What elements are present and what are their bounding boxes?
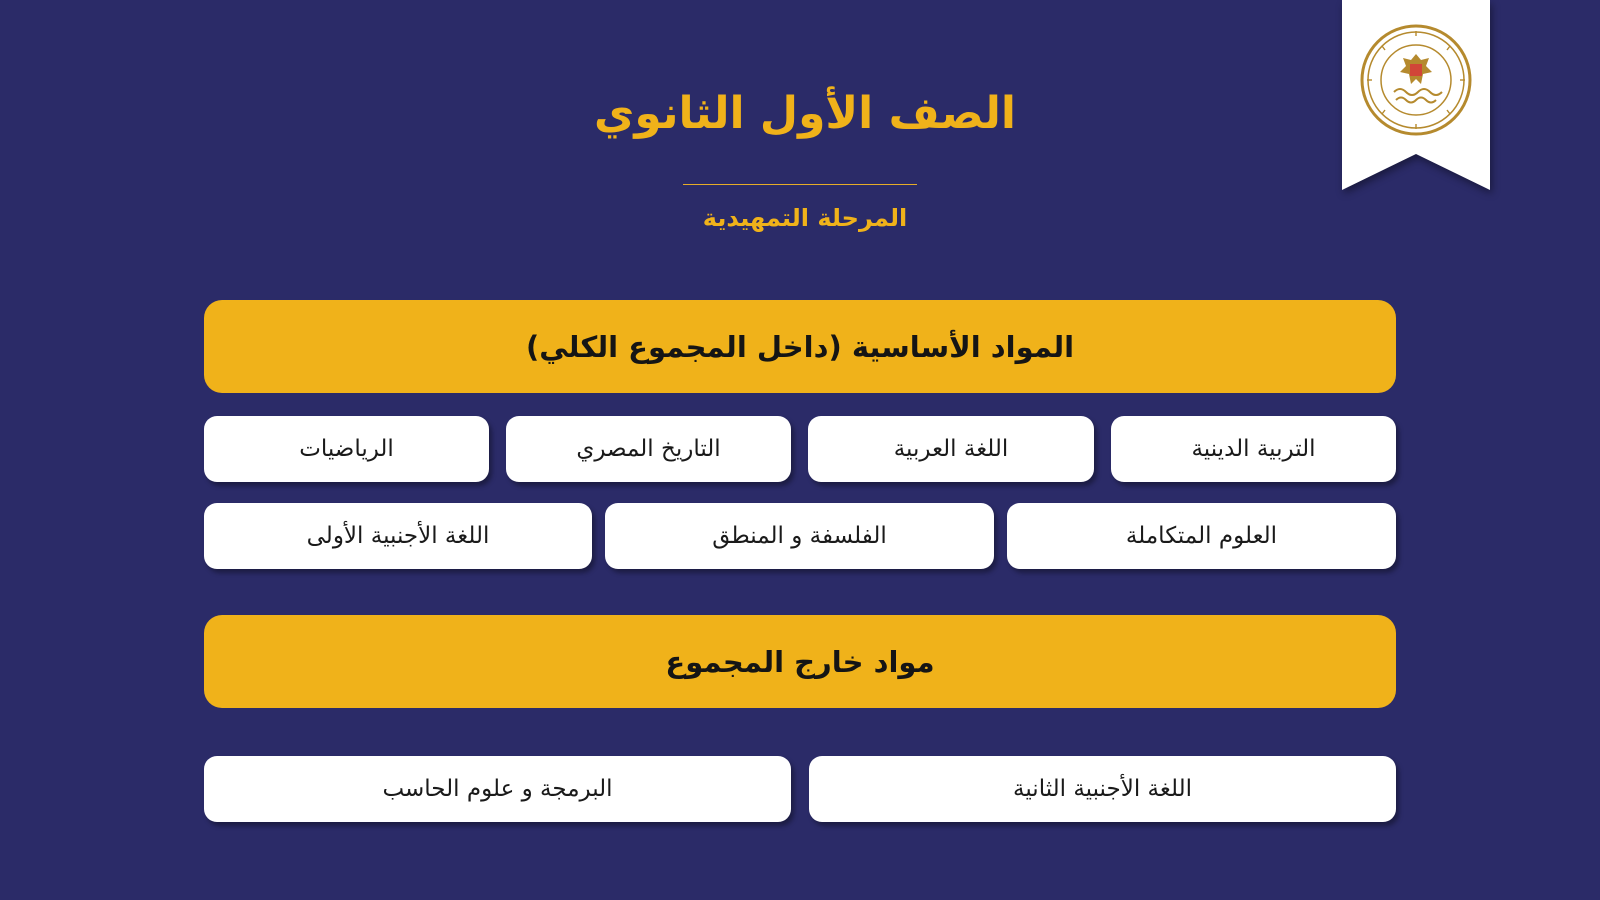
page-title: الصف الأول الثانوي <box>594 88 1016 139</box>
ministry-emblem-icon <box>1338 0 1494 196</box>
core-subjects-heading: المواد الأساسية (داخل المجموع الكلي) <box>204 300 1396 393</box>
subject-card: اللغة العربية <box>808 416 1094 482</box>
extra-subjects-heading: مواد خارج المجموع <box>204 615 1396 708</box>
subject-card: التاريخ المصري <box>506 416 791 482</box>
ministry-logo-ribbon <box>1338 0 1494 196</box>
subject-card: التربية الدينية <box>1111 416 1396 482</box>
subject-card: اللغة الأجنبية الثانية <box>809 756 1396 822</box>
title-divider <box>683 184 917 185</box>
subject-card: البرمجة و علوم الحاسب <box>204 756 791 822</box>
subject-card: اللغة الأجنبية الأولى <box>204 503 592 569</box>
subject-card: الرياضيات <box>204 416 489 482</box>
subject-card: العلوم المتكاملة <box>1007 503 1396 569</box>
page-subtitle: المرحلة التمهيدية <box>702 204 908 232</box>
subject-card: الفلسفة و المنطق <box>605 503 994 569</box>
